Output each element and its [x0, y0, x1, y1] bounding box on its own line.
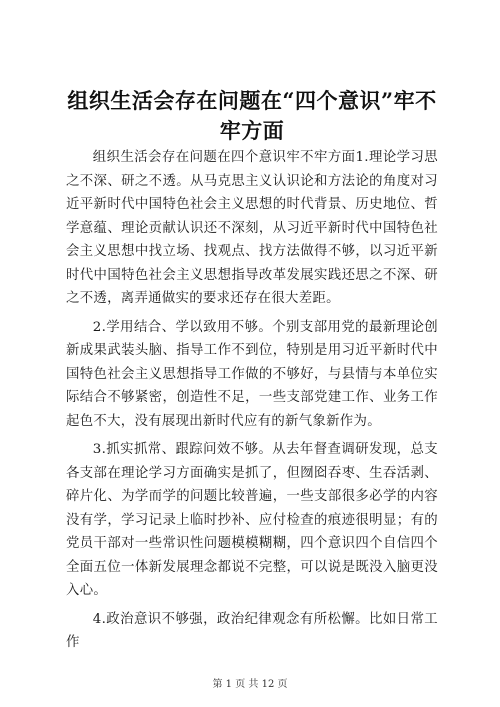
paragraph-2: 2.学用结合、学以致用不够。个别支部用党的最新理论创新成果武装头脑、指导工作不到位，特别是用习近平新时代中国特色社会主义思想指导工作做的不够好，与县情与本单位实际结合不够紧密，创造性不足，一些支部党建工作、业务工作起色不大，没有展现出新时代应有的新气象新作为。 [66, 319, 438, 429]
paragraph-1: 组织生活会存在问题在四个意识牢不牢方面1.理论学习思之不深、研之不透。从马克思主义认识论和方法论的角度对习近平新时代中国特色社会主义思想的时代背景、历史地位、哲学意蕴、理论贡献认识还不深刻，从习近平新时代中国特色社会主义思想中找立场、找观点、找方法做得不够，以习近平新时代中国特色社会主义思想指导改革发展实践还思之不深、研之不透，离弄通做实的要求还存在很大差距。 [66, 150, 438, 306]
document-title: 组织生活会存在问题在“四个意识”牢不牢方面 [67, 88, 437, 143]
document-body [66, 146, 438, 660]
page-footer: 第 1 页 共 12 页 [212, 679, 288, 690]
paragraph-3: 3.抓实抓常、跟踪问效不够。从去年督查调研发现，总支各支部在理论学习方面确实是抓了，但囫囵吞枣、生吞活剥、碎片化、为学而学的问题比较普遍，一些支部很多必学的内容没有学，学习记录上临时抄补、应付检查的痕迹很明显；有的党员干部对一些常识性问题模模糊糊，四个意识四个自信四个全面五位一体新发展理念都说不完整，可以说是既没入脑更没入心。 [66, 442, 438, 598]
paragraph-4: 4.政治意识不够强，政治纪律观念有所松懈。比如日常工作 [66, 611, 438, 650]
